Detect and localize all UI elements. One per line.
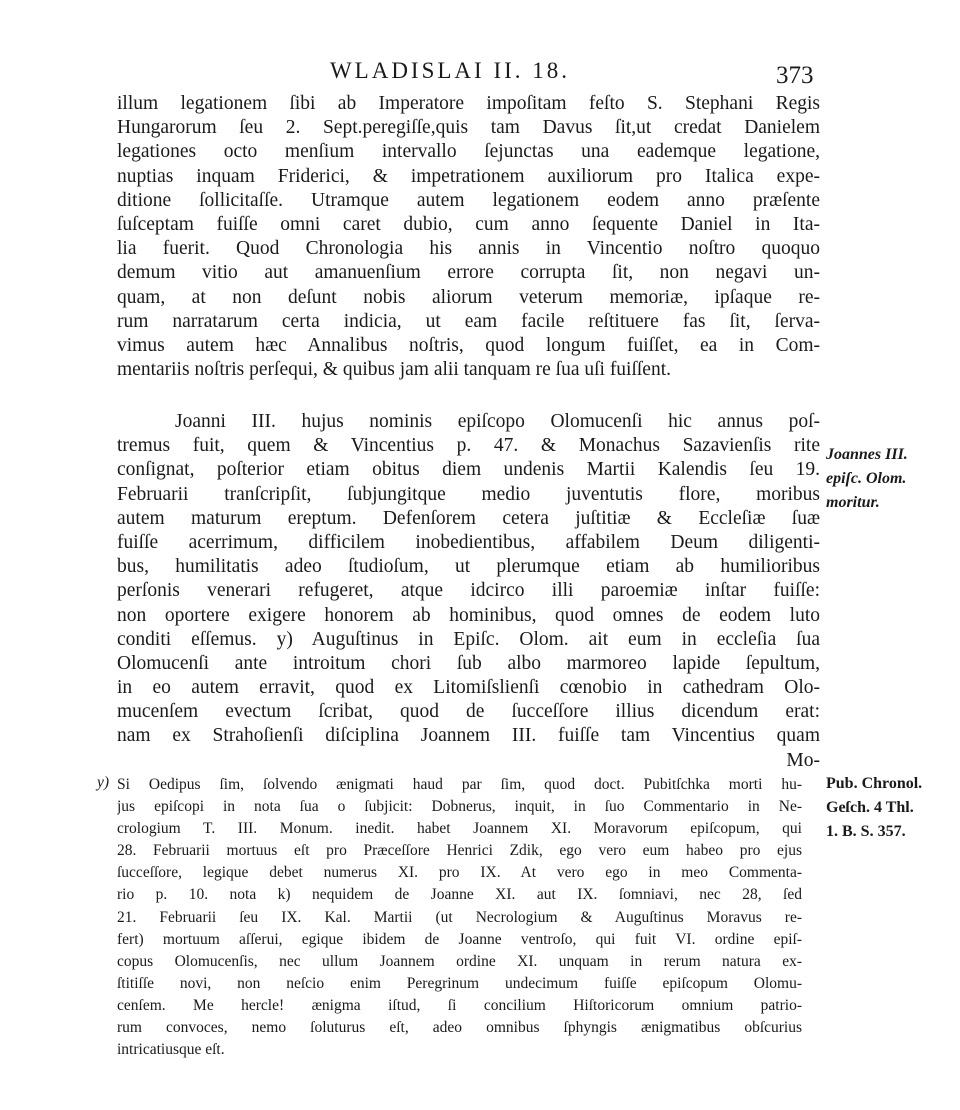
footnote-line: 28. Februarii mortuus eſt pro Præceſſore Henrici Zdik, ego vero eum habeo pro ejus <box>117 842 802 860</box>
margin-ref-line: 1. B. S. 357. <box>826 823 906 841</box>
text-line: ditione ſollicitaſſe. Utramque autem legationem eodem anno præſente <box>117 189 820 211</box>
text-line: fuiſſe acerrimum, difficilem inobedientibus, affabilem Deum diligenti- <box>117 531 820 553</box>
margin-note-line: Joannes III. <box>826 446 908 463</box>
text-line: Joanni III. hujus nominis epiſcopo Olomucenſi hic annus poſ- <box>175 411 820 432</box>
margin-note-line: moritur. <box>826 494 880 512</box>
text-line: rum narratarum certa indicia, ut eam facile reſtituere fas ſit, ſerva- <box>117 310 820 332</box>
margin-reference <box>826 772 960 845</box>
text-line: nam ex Strahoſienſi diſciplina Joannem III. fuiſſe tam Vincentius quam <box>117 725 820 747</box>
margin-ref-line: Pub. Chronol. <box>826 775 923 792</box>
footnote <box>97 774 802 1061</box>
text-line: demum vitio aut amanuenſium errore corrupta ſit, non negavi un- <box>117 262 820 284</box>
footnote-line: copus Olomucenſis, nec ullum Joannem ordine XI. unquam in rerum natura ex- <box>117 952 802 970</box>
text-line: ſuſceptam fuiſſe omni caret dubio, cum anno ſequente Daniel in Ita- <box>117 213 820 235</box>
text-line: Februarii tranſcripſit, ſubjungitque medio juventutis flore, moribus <box>117 483 820 505</box>
margin-note <box>826 443 960 516</box>
footnote-line: intricatiusque eſt. <box>117 1041 225 1059</box>
text-line: in eo autem erravit, quod ex Litomiſslienſi cœnobio in cathedram Olo- <box>117 677 820 699</box>
margin-note-line: epiſc. Olom. <box>826 470 907 488</box>
text-line: illum legationem ſibi ab Imperatore impoſitam feſto S. Stephani Regis <box>117 93 820 114</box>
footnote-line: ſtitiſſe novi, non neſcio enim Peregrinum undecimum fuiſſe epiſcopum Olomu- <box>117 974 802 992</box>
footnote-line: cenſem. Me hercle! ænigma iſtud, ſi concilium Hiſtoricorum omnium patrio- <box>117 996 802 1014</box>
catchword: Mo- <box>786 749 820 771</box>
text-line: tremus fuit, quem & Vincentius p. 47. & Monachus Sazavienſis rite <box>117 435 820 457</box>
text-line: vimus autem hæc Annalibus noſtris, quod longum fuiſſet, ea in Com- <box>117 334 820 356</box>
text-line: autem maturum ereptum. Defenſorem cetera juſtitiæ & Eccleſiæ ſuæ <box>117 507 820 529</box>
paragraph-2 <box>117 410 820 773</box>
text-line: nuptias inquam Friderici, & impetrationem auxiliorum pro Italica expe- <box>117 165 820 187</box>
text-line: Hungarorum ſeu 2. Sept.peregiſſe,quis tam Davus ſit,ut credat Danielem <box>117 117 820 139</box>
footnote-line: Si Oedipus ſim, ſolvendo ænigmati haud par ſim, quod doct. Pubitſchka morti hu- <box>117 776 802 793</box>
text-line: quam, at non deſunt nobis aliorum veterum memoriæ, ipſaque re- <box>117 286 820 308</box>
margin-ref-line: Geſch. 4 Thl. <box>826 799 914 817</box>
text-line: conſignat, poſterior etiam obitus diem undenis Martii Kalendis ſeu 19. <box>117 459 820 481</box>
footnote-line: ſucceſſore, legique debet numerus XI. pro IX. At vero ego in meo Commenta- <box>117 864 802 882</box>
text-line: legationes octo menſium intervallo ſejunctas una eademque legatione, <box>117 141 820 163</box>
text-line: lia fuerit. Quod Chronologia his annis in Vincentio noſtro quoquo <box>117 238 820 260</box>
text-line: mucenſem evectum ſcribat, quod de ſucceſſore illius dicendum erat: <box>117 701 820 723</box>
footnote-line: 21. Februarii ſeu IX. Kal. Martii (ut Necrologium & Auguſtinus Moravus re- <box>117 908 802 926</box>
footnote-line: jus epiſcopi in nota ſua o ſubjicit: Dobnerus, inquit, in ſuo Commentario in Ne- <box>117 798 802 816</box>
text-line: bus, humilitatis adeo ſtudioſum, ut plerumque etiam ab humilioribus <box>117 556 820 578</box>
page-number: 373 <box>776 62 814 89</box>
text-line: perſonis venerari refugeret, atque idcirco illi paroemiæ inſtar fuiſſe: <box>117 580 820 602</box>
footnote-line: rum convoces, nemo ſoluturus eſt, adeo omnibus ſphyngis ænigmatibus obſcurius <box>117 1019 802 1037</box>
footnote-line: fert) mortuum aſſerui, egique ibidem de Joanne ventroſo, qui fuit VI. ordine epiſ- <box>117 930 802 948</box>
footnote-marker: y) <box>97 774 110 791</box>
text-line: mentariis noſtris perſequi, & quibus jam alii tanquam re ſua uſi fuiſſent. <box>117 359 672 381</box>
text-line: non oportere exigere honorem ab hominibus, quod omnes de eodem luto <box>117 604 820 626</box>
running-title: WLADISLAI II. 18. <box>329 58 571 83</box>
text-line: conditi eſſemus. y) Auguſtinus in Epiſc. Olom. ait eum in eccleſia ſua <box>117 628 820 650</box>
paragraph-1 <box>117 92 820 382</box>
text-line: Olomucenſi ante introitum chori ſub albo marmoreo lapide ſepultum, <box>117 652 820 674</box>
footnote-line: crologium T. III. Monum. inedit. habet Joannem XI. Moravorum epiſcopum, qui <box>117 820 802 838</box>
footnote-line: rio p. 10. nota k) nequidem de Joanne XI. aut IX. ſomniavi, nec 28, ſed <box>117 886 802 904</box>
